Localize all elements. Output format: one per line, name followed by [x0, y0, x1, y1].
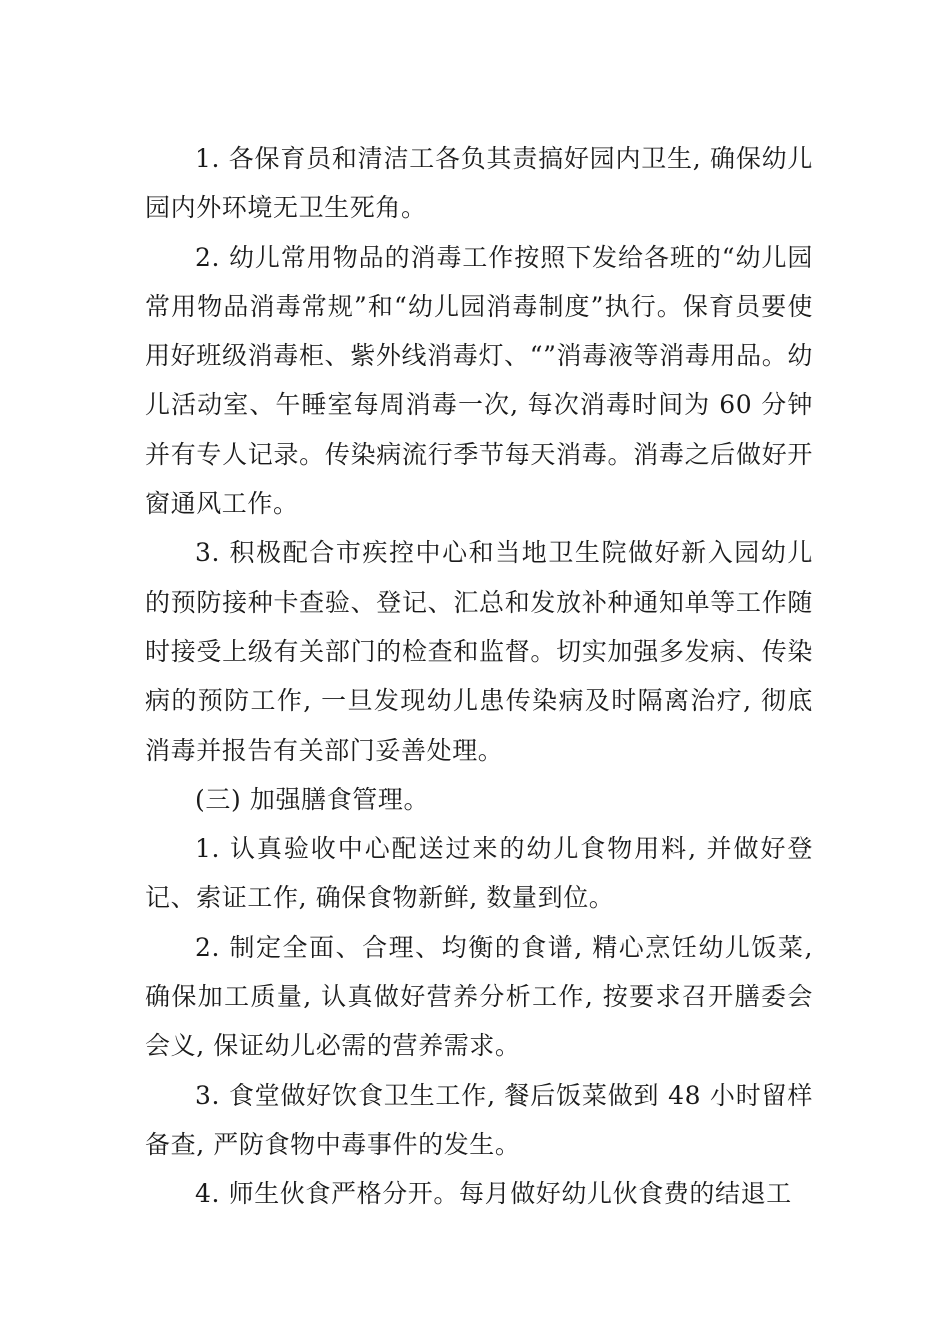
paragraph-hygiene-cleaning: 1. 各保育员和清洁工各负其责搞好园内卫生, 确保幼儿园内外环境无卫生死角。 — [145, 144, 813, 223]
paragraph-disease-prevention: 3. 积极配合市疾控中心和当地卫生院做好新入园幼儿的预防接种卡查验、登记、汇总和发放补种通知单等工作随时接受上级有关部门的检查和监督。切实加强多发病、传染病的预防工作, 一旦发现幼儿患传染病及时隔离治疗, 彻底消毒并报告有关部门妥善处理。 — [145, 538, 813, 765]
section-heading-diet-management: (三) 加强膳食管理。 — [195, 784, 430, 814]
document-body — [145, 134, 813, 1219]
paragraph-canteen-hygiene: 3. 食堂做好饮食卫生工作, 餐后饭菜做到 48 小时留样备查, 严防食物中毒事件的发生。 — [145, 1080, 813, 1159]
paragraph-menu-planning: 2. 制定全面、合理、均衡的食谱, 精心烹饪幼儿饭菜, 确保加工质量, 认真做好营养分析工作, 按要求召开膳委会会义, 保证幼儿必需的营养需求。 — [145, 932, 813, 1061]
paragraph-disinfection-rules: 2. 幼儿常用物品的消毒工作按照下发给各班的“幼儿园常用物品消毒常规”和“幼儿园消毒制度”执行。保育员要使用好班级消毒柜、紫外线消毒灯、“”消毒液等消毒用品。幼儿活动室、午睡室每周消毒一次, 每次消毒时间为 60 分钟并有专人记录。传染病流行季节每天消毒。消毒之后做好开窗通风工作。 — [145, 242, 813, 519]
paragraph-food-inspection: 1. 认真验收中心配送过来的幼儿食物用料, 并做好登记、索证工作, 确保食物新鲜, 数量到位。 — [145, 834, 813, 913]
paragraph-meal-separation: 4. 师生伙食严格分开。每月做好幼儿伙食费的结退工 — [195, 1179, 792, 1209]
